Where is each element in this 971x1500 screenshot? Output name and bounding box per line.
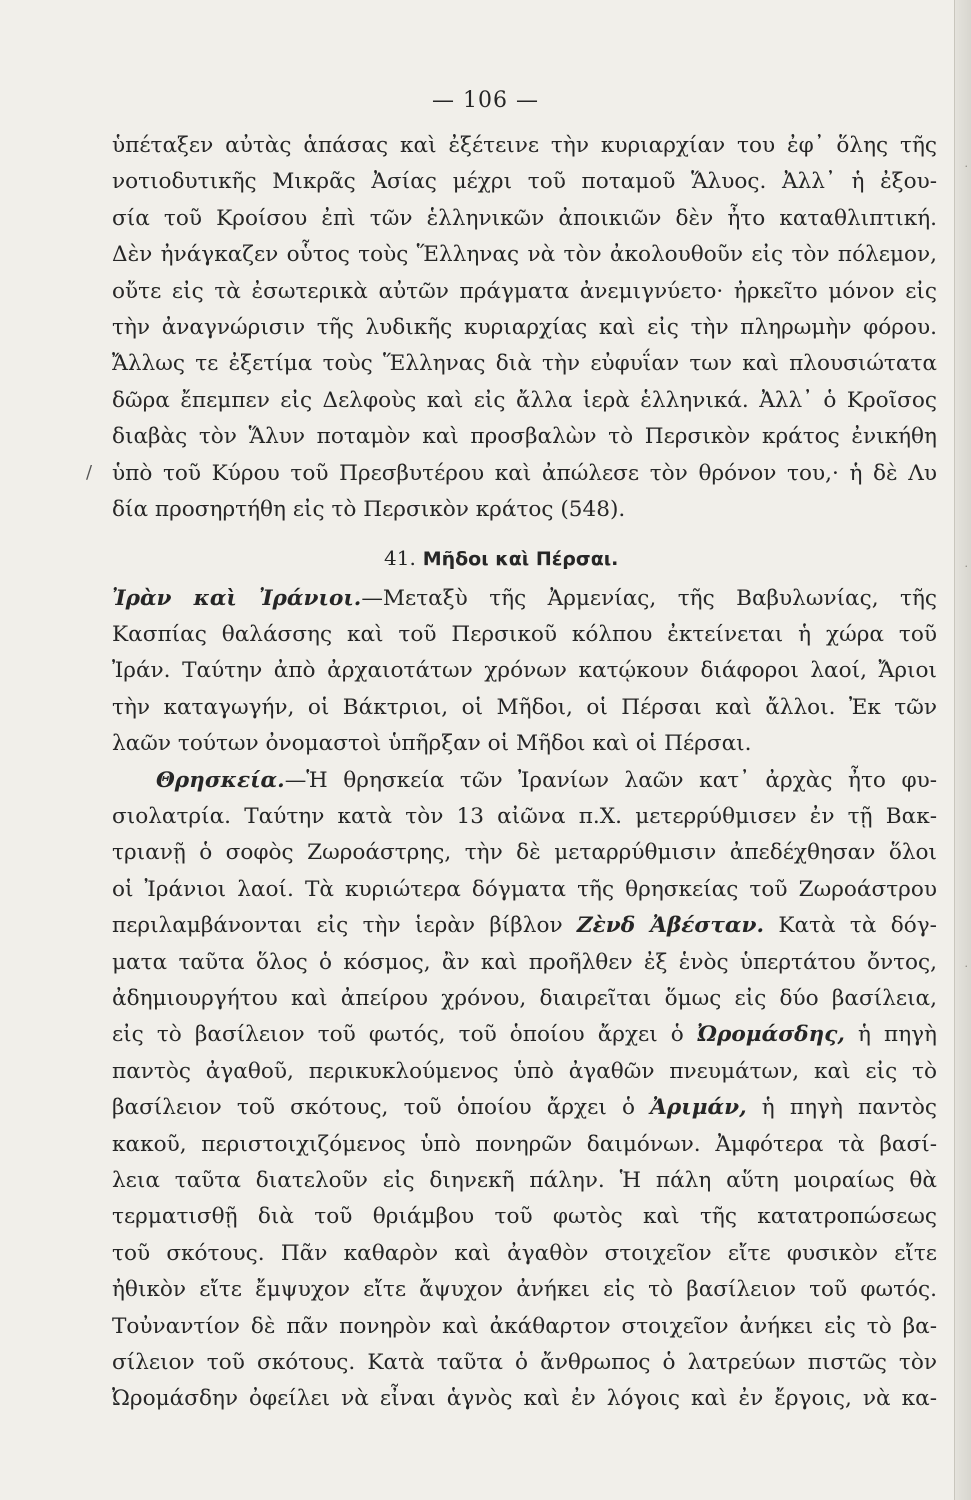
paragraph-heading-religion: Θρησκεία. — [156, 767, 285, 793]
text-line: νοτιοδυτικῆς Μικρᾶς Ἀσίας μέχρι τοῦ ποταμοῦ Ἅλυος. Ἀλλ᾽ ἡ ἐξου- — [112, 169, 937, 195]
text-run: —Ἡ θρησκεία τῶν Ἰρανίων λαῶν κατ᾽ ἀρχὰς ἦτο φυ- — [284, 767, 937, 793]
text-run: εἰς τὸ βασίλειον τοῦ φωτός, τοῦ ὁποίου ἄρχει ὁ — [112, 1022, 697, 1048]
text-line: Κασπίας θαλάσσης καὶ τοῦ Περσικοῦ κόλπου ἐκτείνεται ἡ χώρα τοῦ — [112, 622, 937, 648]
adjacent-page-edge — [954, 0, 971, 1500]
text-line — [112, 581, 937, 617]
text-line: δῶρα ἔπεμπεν εἰς Δελφοὺς καὶ εἰς ἄλλα ἱερὰ ἑλληνικά. Ἀλλ᾽ ὁ Κροῖσος — [112, 387, 937, 413]
book-title: Ζὲνδ Ἀβέσταν. — [576, 913, 764, 939]
text-line: Τοὐναντίον δὲ πᾶν πονηρὸν καὶ ἀκάθαρτον στοιχεῖον ἀνήκει εἰς τὸ βα- — [112, 1313, 937, 1339]
text-line: διαβὰς τὸν Ἅλυν ποταμὸν καὶ προσβαλὼν τὸ Περσικὸν κράτος ἐνικήθη — [112, 424, 937, 450]
text-run: ἡ πηγὴ — [844, 1022, 937, 1048]
margin-tick-mark: / — [86, 462, 93, 483]
section-heading — [112, 540, 937, 576]
text-line — [112, 908, 937, 944]
emphasized-name: Ἀριμάν, — [650, 1095, 747, 1121]
edge-mark: · — [964, 160, 968, 173]
page-body — [112, 128, 937, 1418]
text-line: Ἰράν. Ταύτην ἀπὸ ἀρχαιοτάτων χρόνων κατῴκουν διάφοροι λαοί, Ἄριοι — [112, 658, 937, 684]
text-line: σιολατρία. Ταύτην κατὰ τὸν 13 αἰῶνα π.Χ. μετερρύθμισεν ἐν τῇ Βακ- — [112, 804, 937, 830]
text-run: —Μεταξὺ τῆς Ἀρμενίας, τῆς Βαβυλωνίας, τῆς — [361, 585, 937, 611]
text-line: τοῦ σκότους. Πᾶν καθαρὸν καὶ ἀγαθὸν στοιχεῖον εἴτε φυσικὸν εἴτε — [112, 1240, 937, 1266]
text-line: οὔτε εἰς τὰ ἐσωτερικὰ αὐτῶν πράγματα ἀνεμιγνύετο· ἠρκεῖτο μόνον εἰς — [112, 278, 937, 304]
text-line: Ὠρομάσδην ὀφείλει νὰ εἶναι ἁγνὸς καὶ ἐν λόγοις καὶ ἐν ἔργοις, νὰ κα- — [112, 1386, 937, 1412]
text-line: Ἄλλως τε ἐξετίμα τοὺς Ἕλληνας διὰ τὴν εὐφυΐαν των καὶ πλουσιώτατα — [112, 351, 937, 377]
paragraph-heading-iran: Ἰρὰν καὶ Ἰράνιοι. — [112, 585, 362, 611]
text-run: Κατὰ τὰ δόγ- — [763, 913, 937, 939]
text-line: σία τοῦ Κροίσου ἐπὶ τῶν ἑλληνικῶν ἀποικιῶν δὲν ἦτο καταθλιπτική. — [112, 205, 937, 231]
text-line: δία προσηρτήθη εἰς τὸ Περσικὸν κράτος (548). — [112, 496, 626, 522]
text-line: λαῶν τούτων ὀνομαστοὶ ὑπῆρξαν οἱ Μῆδοι καὶ οἱ Πέρσαι. — [112, 731, 752, 757]
text-line — [112, 1017, 937, 1053]
section-number: 41. — [384, 546, 416, 571]
text-run: βασίλειον τοῦ σκότους, τοῦ ὁποίου ἄρχει ὁ — [112, 1095, 651, 1121]
text-line: κακοῦ, περιστοιχιζόμενος ὑπὸ πονηρῶν δαιμόνων. Ἀμφότερα τὰ βασί- — [112, 1131, 937, 1157]
text-line: τὴν καταγωγήν, οἱ Βάκτριοι, οἱ Μῆδοι, οἱ Πέρσαι καὶ ἄλλοι. Ἐκ τῶν — [112, 694, 937, 720]
text-run: ἡ πηγὴ παντὸς — [746, 1095, 937, 1121]
text-line: τερματισθῇ διὰ τοῦ θριάμβου τοῦ φωτὸς καὶ τῆς κατατροπώσεως — [112, 1204, 937, 1230]
section-title: Μῆδοι καὶ Πέρσαι. — [422, 548, 619, 571]
text-line: ὑπὸ τοῦ Κύρου τοῦ Πρεσβυτέρου καὶ ἀπώλεσε τὸν θρόνον του,· ἡ δὲ Λυ — [112, 460, 937, 486]
text-line: τριανῇ ὁ σοφὸς Ζωροάστρης, τὴν δὲ μεταρρύθμισιν ἀπεδέχθησαν ὅλοι — [112, 840, 937, 866]
text-line: ὑπέταξεν αὐτὰς ἁπάσας καὶ ἐξέτεινε τὴν κυριαρχίαν του ἐφ᾽ ὅλης τῆς — [112, 133, 937, 158]
text-line: τὴν ἀναγνώρισιν τῆς λυδικῆς κυριαρχίας καὶ εἰς τὴν πληρωμὴν φόρου. — [112, 314, 937, 340]
text-line: οἱ Ἰράνιοι λαοί. Τὰ κυριώτερα δόγματα τῆς θρησκείας τοῦ Ζωροάστρου — [112, 876, 937, 902]
edge-mark: · — [964, 960, 968, 973]
text-line: ἠθικὸν εἴτε ἔμψυχον εἴτε ἄψυχον ἀνήκει εἰς τὸ βασίλειον τοῦ φωτός. — [112, 1277, 937, 1303]
text-line — [112, 1090, 937, 1126]
text-line: Δὲν ἠνάγκαζεν οὗτος τοὺς Ἕλληνας νὰ τὸν ἀκολουθοῦν εἰς τὸν πόλεμον, — [112, 242, 937, 268]
text-line: λεια ταῦτα διατελοῦν εἰς διηνεκῆ πάλην. Ἡ πάλη αὕτη μοιραίως θὰ — [112, 1167, 937, 1193]
page-number: — 106 — — [432, 88, 539, 113]
edge-mark: · — [964, 560, 968, 573]
text-line: σίλειον τοῦ σκότους. Κατὰ ταῦτα ὁ ἄνθρωπος ὁ λατρεύων πιστῶς τὸν — [112, 1349, 937, 1375]
text-line — [112, 763, 937, 799]
text-run: περιλαμβάνονται εἰς τὴν ἱερὰν βίβλον — [112, 913, 577, 939]
text-line: ματα ταῦτα ὅλος ὁ κόσμος, ἂν καὶ προῆλθεν ἐξ ἑνὸς ὑπερτάτου ὄντος, — [112, 949, 937, 975]
text-line: παντὸς ἀγαθοῦ, περικυκλούμενος ὑπὸ ἀγαθῶν πνευμάτων, καὶ εἰς τὸ — [112, 1058, 937, 1084]
text-line: ἀδημιουργήτου καὶ ἀπείρου χρόνου, διαιρεῖται ὅμως εἰς δύο βασίλεια, — [112, 985, 937, 1011]
emphasized-name: Ὠρομάσδης, — [696, 1022, 845, 1048]
